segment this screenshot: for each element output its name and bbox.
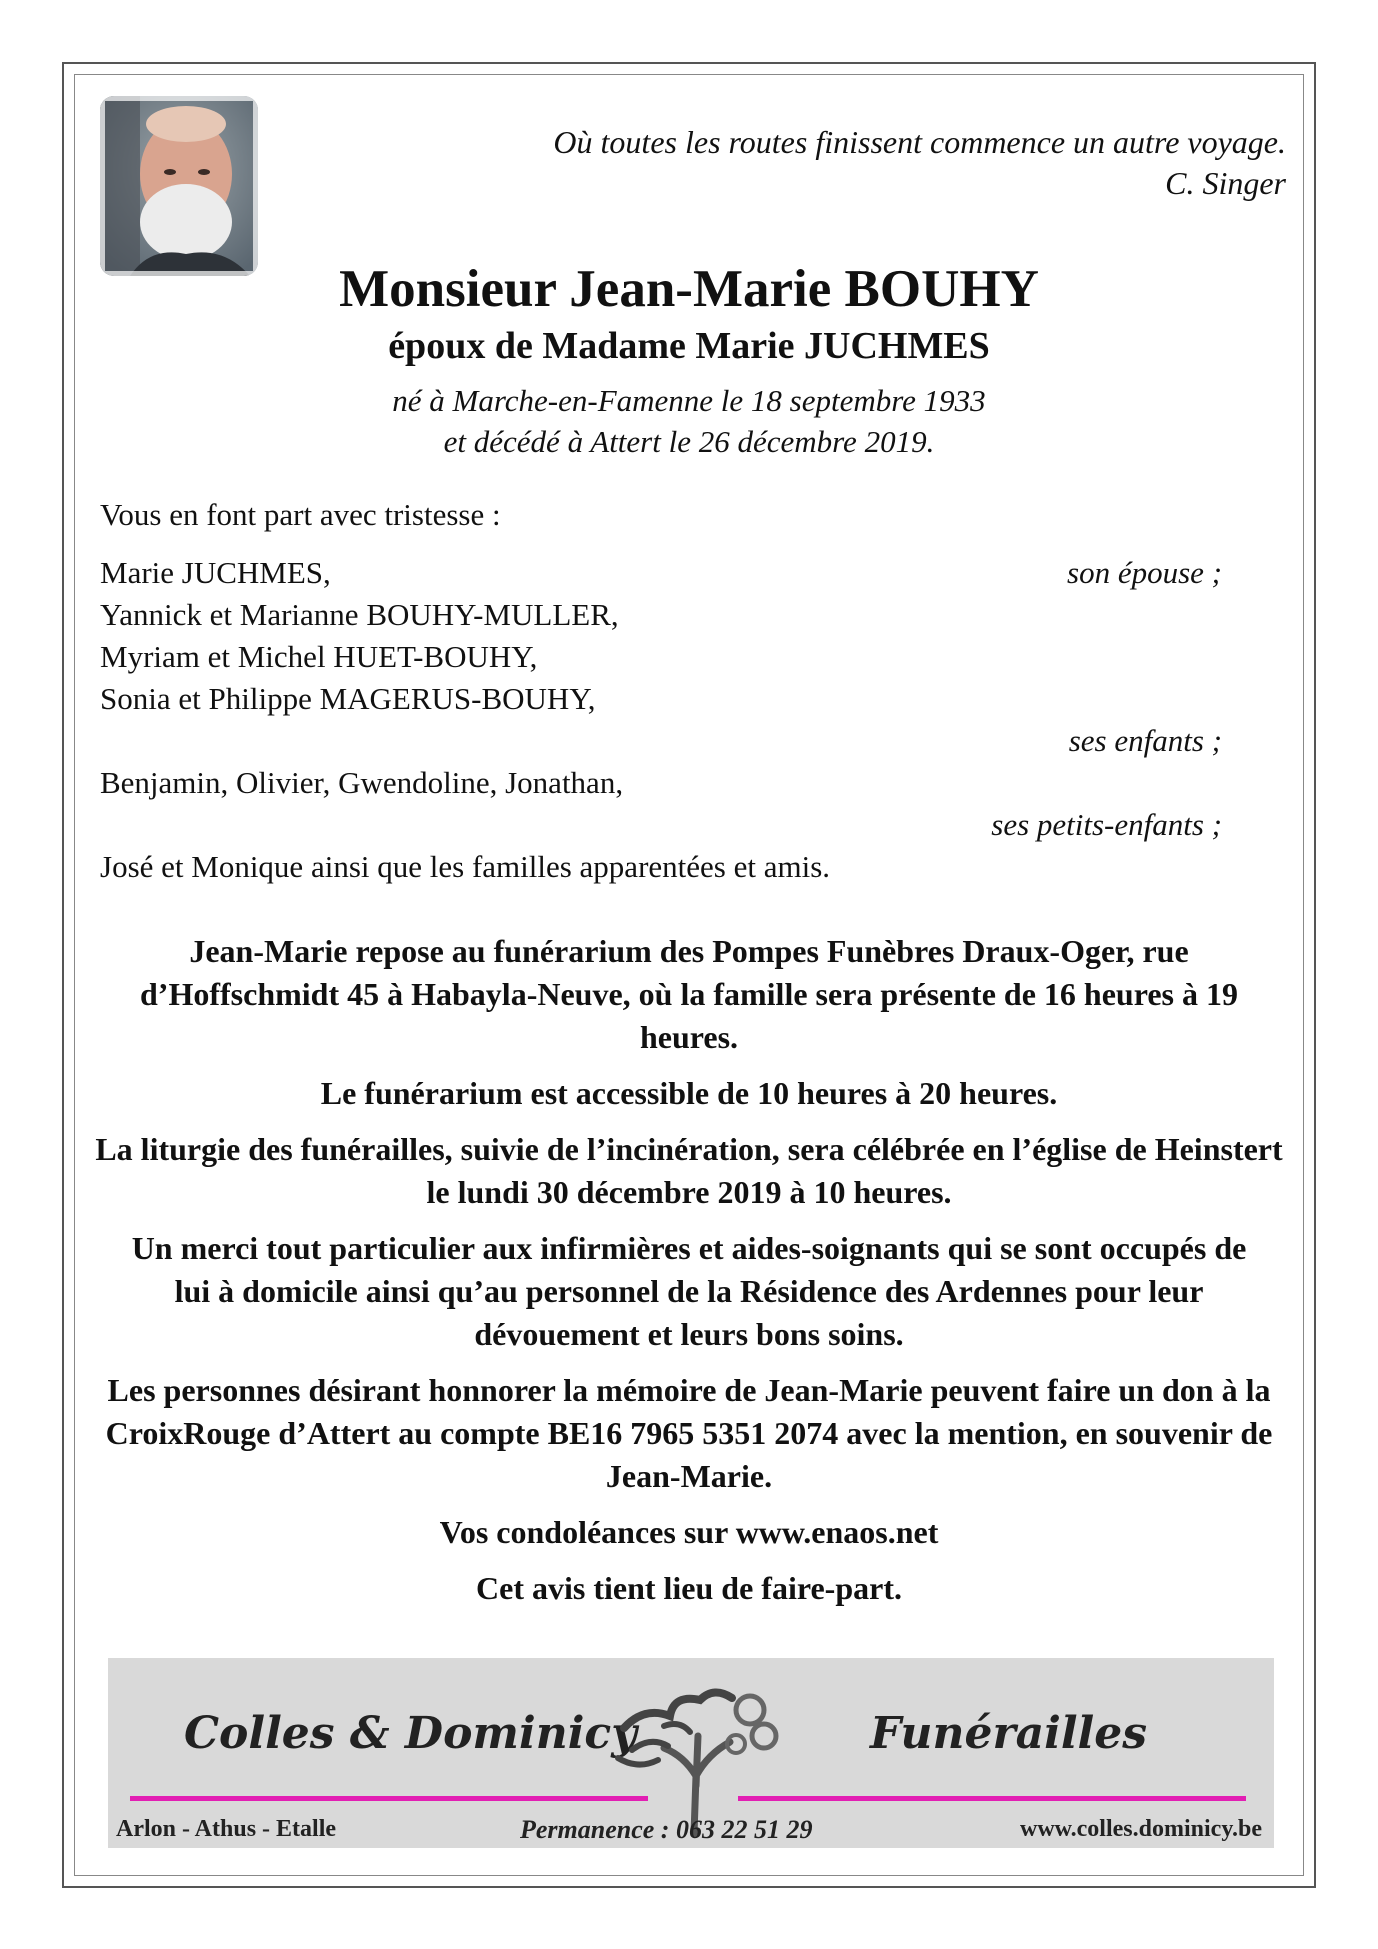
death-line: et décédé à Attert le 26 décembre 2019. [443,424,935,459]
footer-website[interactable]: www.colles.dominicy.be [1019,1816,1262,1842]
footer-locations: Arlon - Athus - Etalle [116,1816,337,1842]
family-relation: ses petits-enfants ; [991,807,1222,842]
quote-text: Où toutes les routes finissent commence un autre voyage. [553,124,1286,160]
family-relation: son épouse ; [1067,555,1222,590]
family-names: Yannick et Marianne BOUHY-MULLER, [100,597,619,632]
thanks-paragraph: Un merci tout particulier aux infirmières et aides-soignants qui se sont occupés de lui à domicile ainsi qu’au personnel de la Résidence des Ardennes pour leur dévouement et leurs bons soins. [131,1230,1247,1352]
family-intro: Vous en font part avec tristesse : [100,497,501,532]
family-names: Myriam et Michel HUET-BOUHY, [100,639,538,674]
family-names: José et Monique ainsi que les familles apparentées et amis. [100,849,831,884]
family-line [100,552,1222,594]
family-line [100,678,1222,720]
condolences-line: Vos condoléances sur www.enaos.net [439,1514,939,1550]
quote-author: C. Singer [1165,165,1286,201]
announcement-line: Cet avis tient lieu de faire-part. [476,1570,902,1606]
liturgy-paragraph: La liturgie des funérailles, suivie de l’incinération, sera célébrée en l’église de Heinstert le lundi 30 décembre 2019 à 10 heures. [95,1131,1283,1210]
family-line [100,594,1222,636]
footer-phone: Permanence : 063 22 51 29 [520,1815,813,1844]
family-names: Benjamin, Olivier, Gwendoline, Jonathan, [100,765,624,800]
epigraph [553,122,1286,204]
deceased-name: Monsieur Jean-Marie BOUHY [339,260,1039,318]
family-line [100,762,1222,804]
funerarium-paragraph: Jean-Marie repose au funérarium des Pompes Funèbres Draux-Oger, rue d’Hoffschmidt 45 à Habayla-Neuve, où la famille sera présente de 16 heures à 19 heures. [140,933,1238,1055]
birth-line: né à Marche-en-Famenne le 18 septembre 1933 [392,383,986,418]
visiting-hours-paragraph: Le funérarium est accessible de 10 heures à 20 heures. [320,1075,1058,1111]
brand-service: Funérailles [870,1708,1148,1759]
donation-paragraph: Les personnes désirant honnorer la mémoire de Jean-Marie peuvent faire un don à la CroixRouge d’Attert au compte BE16 7965 5351 2074 avec la mention, en souvenir de Jean-Marie. [105,1372,1273,1494]
family-line [100,636,1222,678]
funeral-notice [90,930,1288,1623]
accent-line-left [130,1796,648,1801]
family-names: Marie JUCHMES, [100,555,331,590]
family-names: Sonia et Philippe MAGERUS-BOUHY, [100,681,596,716]
portrait-photo [100,96,258,276]
family-line [100,846,1222,888]
spouse-line: époux de Madame Marie JUCHMES [388,325,990,367]
family-section [100,494,1222,888]
family-line [100,720,1222,762]
family-relation: ses enfants ; [1068,723,1222,758]
funeral-home-banner [108,1658,1274,1848]
tree-icon [604,1666,788,1838]
family-line [100,804,1222,846]
brand-name: Colles & Dominicy [184,1708,637,1759]
accent-line-right [738,1796,1246,1801]
